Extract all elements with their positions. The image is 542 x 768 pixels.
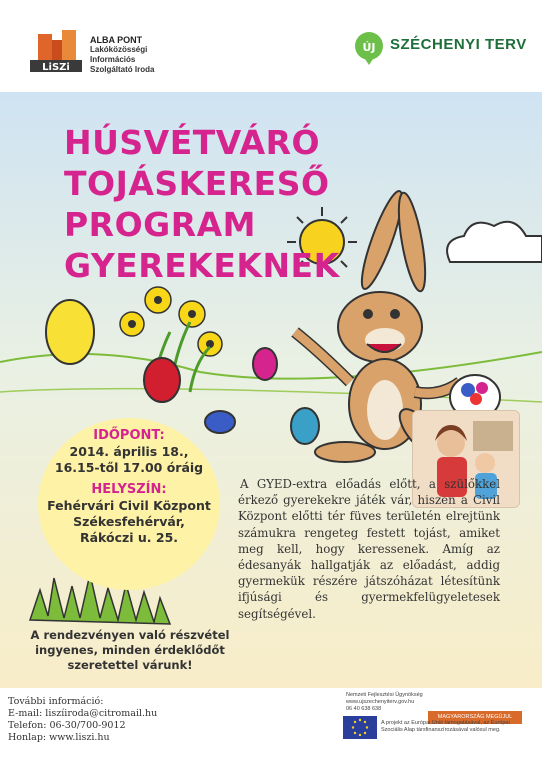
nfu-info [346,692,423,713]
contact-info [8,696,157,744]
egg-yellow-icon [46,300,94,364]
liszi-logo-icon [30,30,82,80]
place-line-3: Rákóczi u. 25. [79,530,179,545]
egg-pink-icon [253,348,277,380]
date-label: IDŐPONT: [93,428,165,443]
hungary-renews-badge: MAGYARORSZÁG MEGÚJUL [428,711,522,724]
org-line-3: Szolgáltató Iroda [90,65,155,74]
date-line-1: 2014. április 18., [69,444,189,459]
title-line-1: HÚSVÉTVÁRÓ [64,123,321,162]
event-info [38,428,220,546]
invite-line-3: szeretettel várunk! [67,658,193,672]
description-text: A GYED-extra előadás előtt, a szülőkkel érkező gyerekekre játék vár, hiszen a Civil Központ előtti tér füves területén elrejtünk számukra rengeteg festett tojást, amiket meg kell, hogy keressenek. Amíg az édesanyák hallgatják az előadást, addig gyermekük részére játszóházat létesítünk ifjúsági és gyermekfelügyeletesek segítségével. [238,477,500,621]
nfu-line-2: www.ujszechenyiterv.gov.hu [346,699,415,705]
org-line-1: Lakóközösségi [90,45,148,54]
flowers-illustration [120,287,222,402]
place-line-1: Fehérvári Civil Központ [47,498,211,513]
place-line-2: Székesfehérvár, [73,514,185,529]
eu-flag-icon [343,716,377,739]
invite-line-2: ingyenes, minden érdeklődőt [35,643,225,657]
invite-line-1: A rendezvényen való részvétel [30,628,230,642]
contact-line-1: További információ: [8,696,104,707]
nfu-line-1: Nemzeti Fejlesztési Ügynökség [346,692,423,698]
contact-website[interactable]: Honlap: www.liszi.hu [8,732,110,743]
title-line-3: PROGRAM [64,205,257,244]
org-name-block [90,35,154,75]
szechenyi-label: SZÉCHENYI TERV [390,36,527,53]
contact-phone: Telefon: 06-30/700-9012 [8,720,126,731]
title-line-4: GYEREKEKNEK [64,246,340,285]
eu-funding-note: A projekt az Európai Unió támogatásával, az Európai Szociális Alap társfinanszírozásával valósul meg. [381,720,510,733]
nfu-line-3: 06 40 638 638 [346,706,382,712]
title-line-2: TOJÁSKERESŐ [64,164,330,203]
invite-text [30,628,230,673]
date-line-2: 16.15-től 17.00 óráig [54,460,204,475]
org-logo-letters: LiSZi [42,62,70,73]
cloud-icon [447,222,542,262]
contact-email[interactable]: E-mail: liszíiroda@citromail.hu [8,708,158,719]
header [0,0,542,92]
szechenyi-badge: ÚJ [362,41,376,54]
event-description [238,476,500,622]
page-title [64,122,340,286]
egg-striped-icon [291,408,319,444]
org-name: ALBA PONT [90,35,143,45]
org-line-2: Információs [90,55,136,64]
place-label: HELYSZÍN: [91,482,167,497]
